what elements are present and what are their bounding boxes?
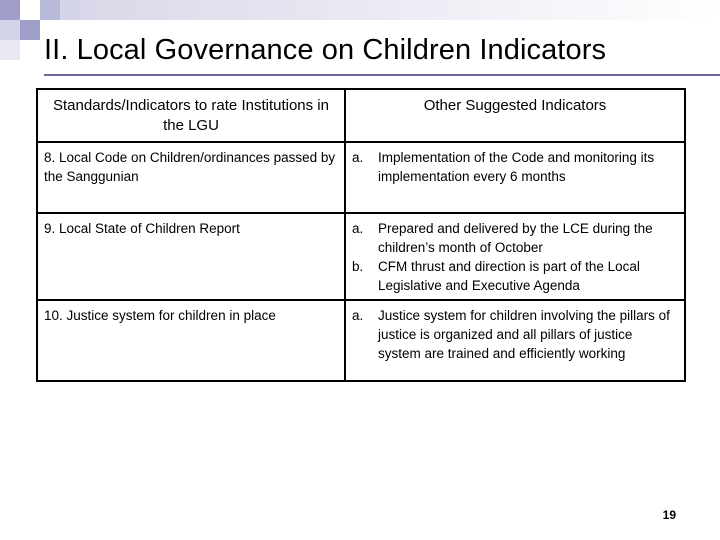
suggested-cell [345,300,685,381]
item-text: Prepared and delivered by the LCE during the children’s month of October [378,221,653,255]
title-divider [44,74,720,76]
suggested-item [352,257,678,295]
page-title: II. Local Governance on Children Indicators [44,34,607,66]
header-suggested: Other Suggested Indicators [345,89,685,142]
item-marker: a. [352,150,364,165]
indicator-cell: 9. Local State of Children Report [37,213,345,300]
suggested-item [352,306,678,363]
table-row [37,300,685,381]
suggested-item [352,219,678,257]
item-marker: a. [352,308,364,323]
item-text: CFM thrust and direction is part of the Local Legislative and Executive Agenda [378,259,640,293]
item-marker: a. [352,221,364,236]
suggested-cell [345,142,685,213]
suggested-item [352,148,678,186]
indicator-cell: 8. Local Code on Children/ordinances passed by the Sanggunian [37,142,345,213]
table-header-row [37,89,685,142]
suggested-cell [345,213,685,300]
table-row [37,213,685,300]
table-row [37,142,685,213]
indicator-cell: 10. Justice system for children in place [37,300,345,381]
item-text: Justice system for children involving the pillars of justice is organized and all pillars of justice system are trained and efficiently working [378,308,670,361]
item-marker: b. [352,259,364,274]
header-standards: Standards/Indicators to rate Institutions in the LGU [37,89,345,142]
item-text: Implementation of the Code and monitoring its implementation every 6 months [378,150,655,184]
page-number: 19 [662,508,676,522]
indicators-table [36,88,686,382]
